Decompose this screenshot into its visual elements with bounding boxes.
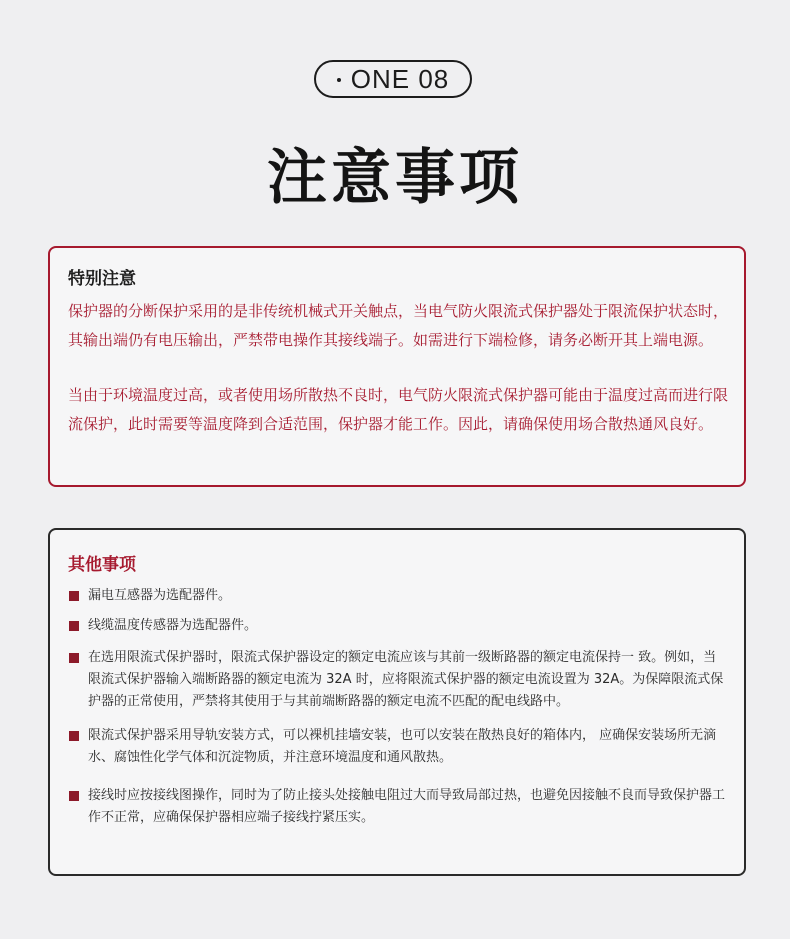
square-bullet-icon <box>69 653 79 663</box>
list-item <box>68 585 728 607</box>
list-item-text: 限流式保护器采用导轨安装方式，可以裸机挂墙安装，也可以安装在散热良好的箱体内， 应确保安装场所无滴水、腐蚀性化学气体和沉淀物质，并注意环境温度和通风散热。 <box>88 728 717 765</box>
special-notice-paragraph: 当由于环境温度过高，或者使用场所散热不良时，电气防火限流式保护器可能由于温度过高而进行限流保护，此时需要等温度降到合适范围，保护器才能工作。因此，请确保使用场合散热通风良好。 <box>68 386 729 433</box>
square-bullet-icon <box>69 621 79 631</box>
list-item <box>68 647 728 713</box>
square-bullet-icon <box>69 791 79 801</box>
dot-icon <box>337 78 341 82</box>
list-item <box>68 785 728 829</box>
list-item <box>68 725 728 769</box>
special-notice-heading: 特别注意 <box>68 269 136 289</box>
list-item-text: 在选用限流式保护器时，限流式保护器设定的额定电流应该与其前一级断路器的额定电流保持一 致。例如，当限流式保护器输入端断路器的额定电流为 32A 时，应将限流式保护器的额定电流设置为 32A。为保障限流式保护器的正常使用，严禁将其使用于与其前端断路器的额定电流不匹配的配电线路中。 <box>88 650 724 709</box>
page-title: 注意事项 <box>267 143 523 213</box>
list-item <box>68 615 728 637</box>
section-badge-label: ONE 08 <box>350 63 450 94</box>
square-bullet-icon <box>69 591 79 601</box>
other-notes-heading: 其他事项 <box>68 555 136 575</box>
square-bullet-icon <box>69 731 79 741</box>
list-item-text: 漏电互感器为选配器件。 <box>88 588 232 603</box>
section-badge <box>314 60 472 98</box>
special-notice-box <box>48 246 746 487</box>
other-notes-box <box>48 528 746 876</box>
list-item-text: 接线时应按接线图操作，同时为了防止接头处接触电阻过大而导致局部过热，也避免因接触不良而导致保护器工作不正常，应确保保护器相应端子接线拧紧压实。 <box>88 788 726 825</box>
special-notice-paragraph: 保护器的分断保护采用的是非传统机械式开关触点，当电气防火限流式保护器处于限流保护状态时，其输出端仍有电压输出，严禁带电操作其接线端子。如需进行下端检修，请务必断开其上端电源。 <box>68 302 729 349</box>
list-item-text: 线缆温度传感器为选配器件。 <box>88 618 258 633</box>
